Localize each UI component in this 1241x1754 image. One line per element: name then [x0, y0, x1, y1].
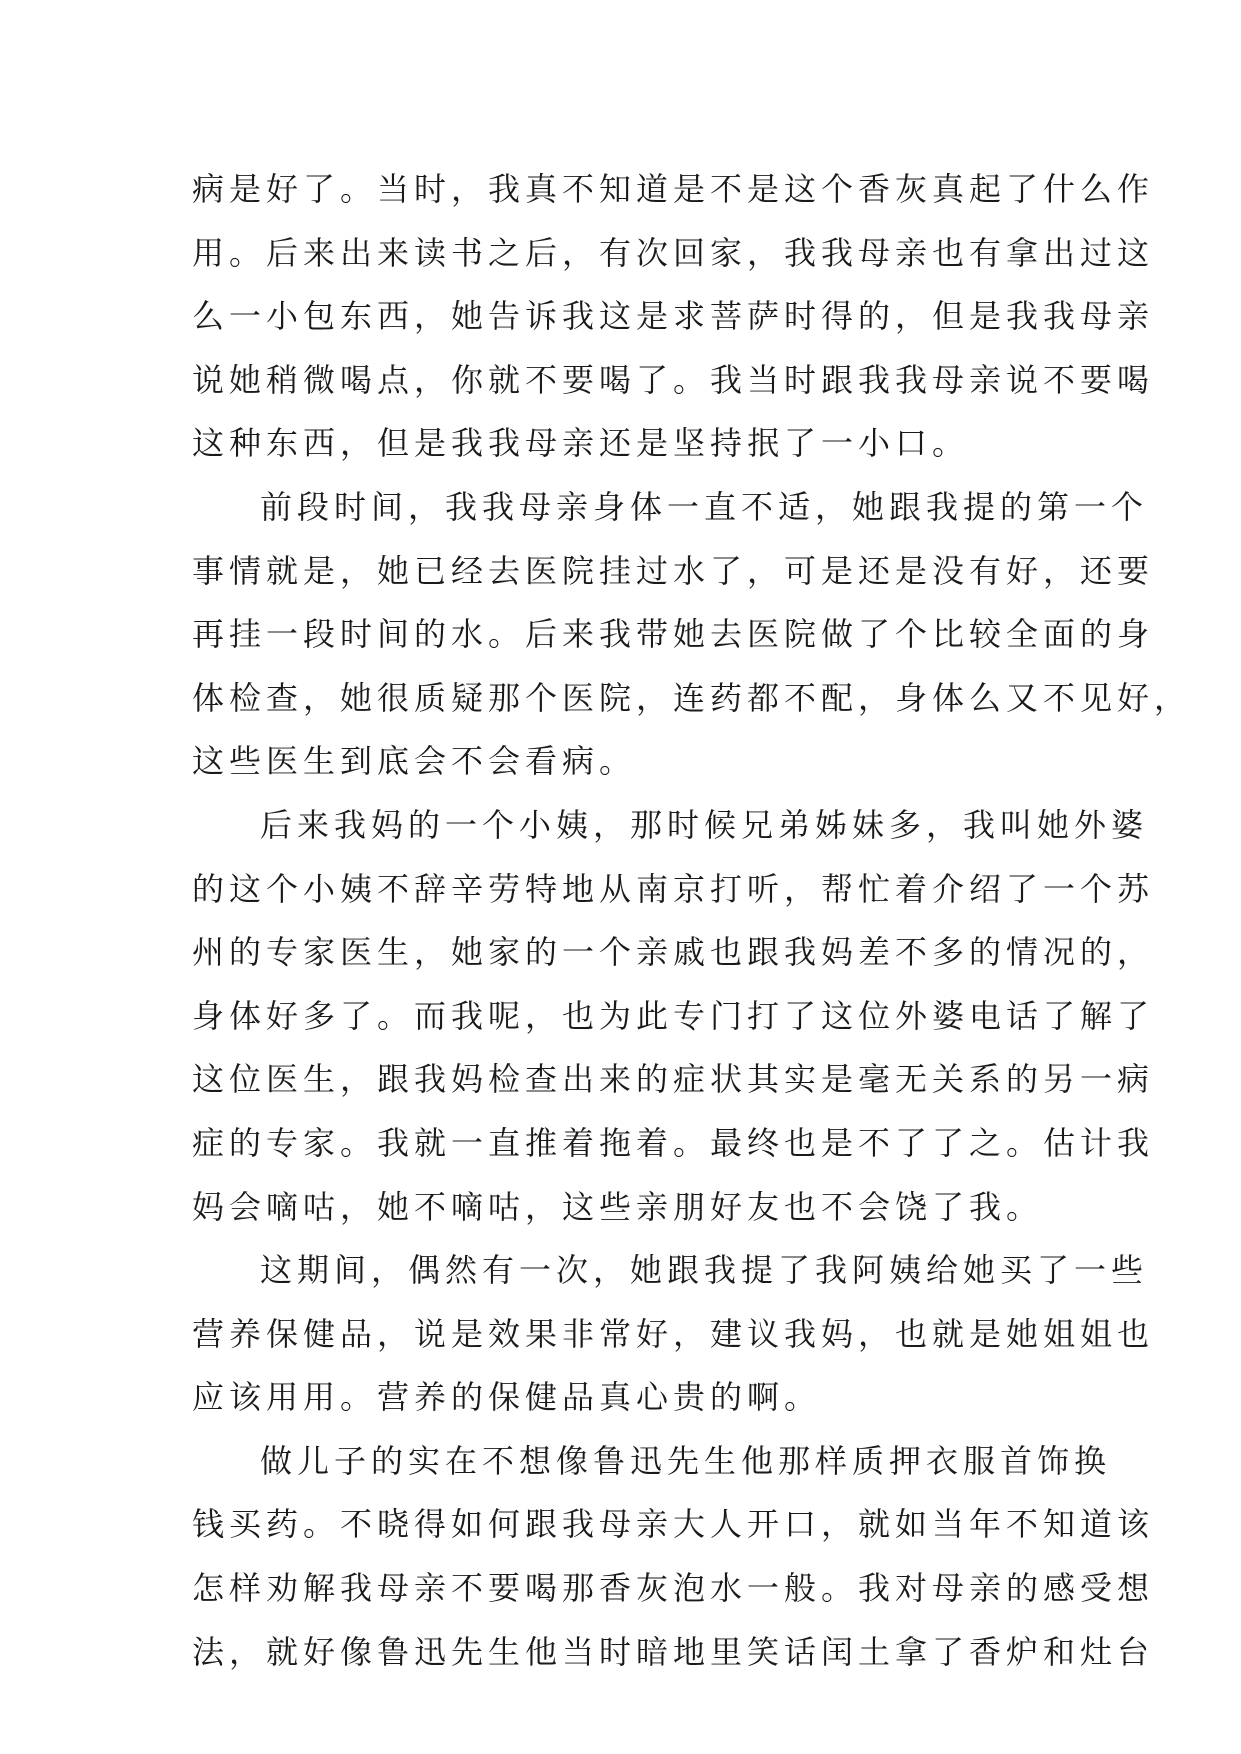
text-line: 体检查，她很质疑那个医院，连药都不配，身体么又不见好， [192, 678, 1192, 717]
text-line: 钱买药。不晓得如何跟我母亲大人开口，就如当年不知道该 [192, 1505, 1155, 1544]
text-line: 怎样劝解我母亲不要喝那香灰泡水一般。我对母亲的感受想 [192, 1569, 1155, 1608]
text-line: 州的专家医生，她家的一个亲戚也跟我妈差不多的情况的， [192, 933, 1155, 972]
text-line: 事情就是，她已经去医院挂过水了，可是还是没有好，还要 [192, 551, 1155, 590]
text-line: 这位医生，跟我妈检查出来的症状其实是毫无关系的另一病 [192, 1060, 1155, 1099]
text-line: 病是好了。当时，我真不知道是不是这个香灰真起了什么作 [192, 170, 1155, 208]
text-line: 前段时间，我我母亲身体一直不适，她跟我提的第一个 [260, 487, 1149, 526]
text-line: 这期间，偶然有一次，她跟我提了我阿姨给她买了一些 [260, 1251, 1149, 1290]
text-line: 妈会嘀咕，她不嘀咕，这些亲朋好友也不会饶了我。 [192, 1187, 1044, 1226]
text-line: 营养保健品，说是效果非常好，建议我妈，也就是她姐姐也 [192, 1314, 1155, 1353]
body-text [192, 158, 1192, 1684]
text-line: 么一小包东西，她告诉我这是求菩萨时得的，但是我我母亲 [192, 297, 1155, 336]
text-line: 做儿子的实在不想像鲁迅先生他那样质押衣服首饰换 [260, 1441, 1112, 1480]
text-line: 用。后来出来读书之后，有次回家，我我母亲也有拿出过这 [192, 233, 1155, 272]
text-line: 这些医生到底会不会看病。 [192, 742, 637, 781]
text-line: 应该用用。营养的保健品真心贵的啊。 [192, 1378, 822, 1417]
text-line: 说她稍微喝点，你就不要喝了。我当时跟我我母亲说不要喝 [192, 360, 1155, 399]
text-line: 的这个小姨不辞辛劳特地从南京打听，帮忙着介绍了一个苏 [192, 869, 1155, 908]
text-line: 身体好多了。而我呢，也为此专门打了这位外婆电话了解了 [192, 996, 1155, 1035]
text-line: 症的专家。我就一直推着拖着。最终也是不了了之。估计我 [192, 1123, 1155, 1162]
text-line: 这种东西，但是我我母亲还是坚持抿了一小口。 [192, 424, 970, 463]
text-line: 后来我妈的一个小姨，那时候兄弟姊妹多，我叫她外婆 [260, 805, 1149, 844]
text-line: 法，就好像鲁迅先生他当时暗地里笑话闰土拿了香炉和灶台 [192, 1632, 1155, 1671]
text-line: 再挂一段时间的水。后来我带她去医院做了个比较全面的身 [192, 615, 1155, 654]
